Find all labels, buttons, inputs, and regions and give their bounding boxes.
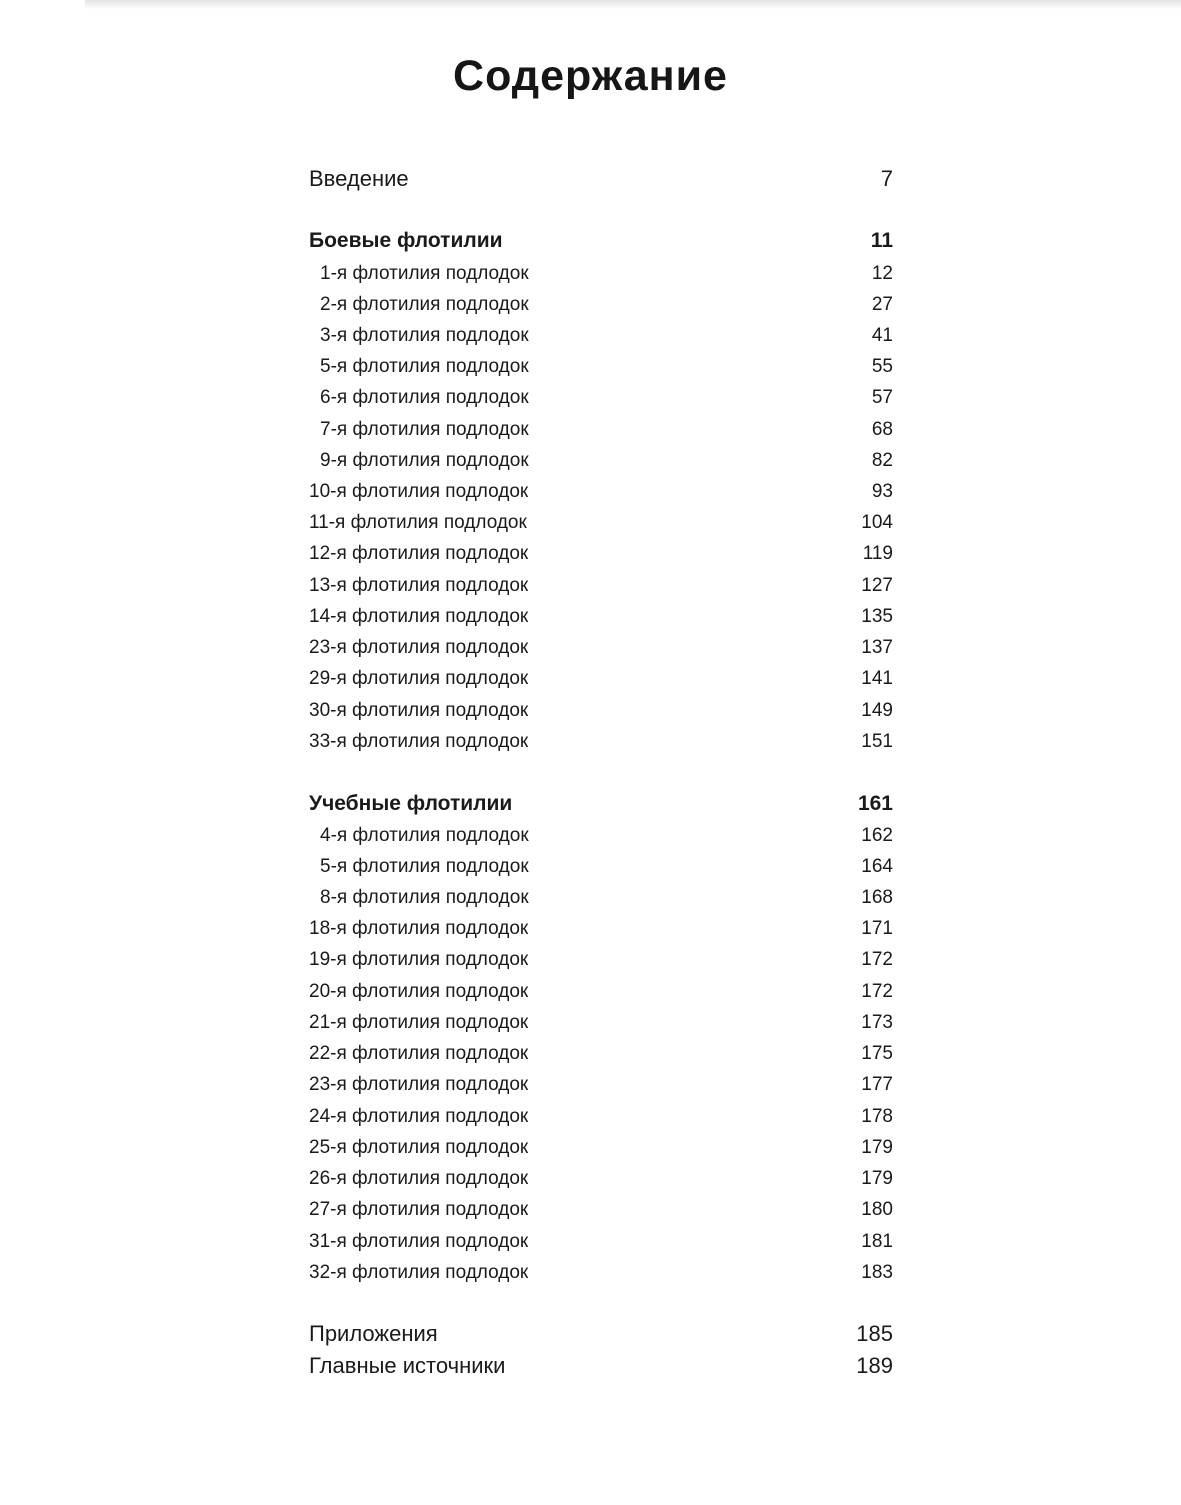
- toc-item-page: 173: [861, 1012, 893, 1033]
- toc-item[interactable]: [309, 419, 893, 441]
- toc-item-page: 177: [861, 1074, 893, 1095]
- toc-item[interactable]: [309, 450, 893, 472]
- toc-item-label: 18-я флотилия подлодок: [309, 918, 529, 939]
- toc-entry-label: Введение: [309, 166, 409, 191]
- toc-item[interactable]: [309, 1012, 893, 1034]
- toc-item-label: 23-я флотилия подлодок: [309, 637, 529, 658]
- toc-section-label: Учебные флотилии: [309, 792, 513, 815]
- toc-entry-page: 189: [856, 1353, 893, 1378]
- toc-item[interactable]: [309, 637, 893, 659]
- toc-item-page: 137: [861, 637, 893, 658]
- page-title: Содержание: [453, 52, 728, 100]
- toc-item-page: 162: [861, 825, 893, 846]
- toc-item-label: 29-я флотилия подлодок: [309, 668, 529, 689]
- toc-item-page: 179: [861, 1168, 893, 1189]
- toc-item[interactable]: [309, 263, 893, 285]
- toc-item-label: 5-я флотилия подлодок: [320, 356, 529, 377]
- toc-section-combat[interactable]: [309, 229, 893, 253]
- toc-item-label: 10-я флотилия подлодок: [309, 481, 529, 502]
- toc-item-page: 135: [861, 606, 893, 627]
- toc-item-page: 172: [861, 981, 893, 1002]
- toc-item-label: 27-я флотилия подлодок: [309, 1199, 529, 1220]
- toc-item-label: 20-я флотилия подлодок: [309, 981, 529, 1002]
- toc-item[interactable]: [309, 1074, 893, 1096]
- toc-item[interactable]: [309, 356, 893, 378]
- toc-item[interactable]: [309, 825, 893, 847]
- toc-entry-label: Главные источники: [309, 1353, 506, 1378]
- toc-item-page: 55: [871, 356, 893, 377]
- toc-item-page: 175: [861, 1043, 893, 1064]
- toc-item[interactable]: [309, 981, 893, 1003]
- toc-section-training[interactable]: [309, 792, 893, 816]
- toc-item-label: 11-я флотилия подлодок: [309, 512, 527, 533]
- toc-item-page: 27: [871, 294, 893, 315]
- toc-item-label: 1-я флотилия подлодок: [320, 263, 529, 284]
- toc-item-page: 164: [861, 856, 893, 877]
- toc-item-label: 6-я флотилия подлодок: [320, 387, 529, 408]
- toc-item-label: 19-я флотилия подлодок: [309, 949, 529, 970]
- toc-item-page: 41: [871, 325, 893, 346]
- toc-item-label: 14-я флотилия подлодок: [309, 606, 529, 627]
- toc-item-label: 13-я флотилия подлодок: [309, 575, 529, 596]
- toc-item[interactable]: [309, 856, 893, 878]
- toc-item-label: 12-я флотилия подлодок: [309, 543, 529, 564]
- toc-item-label: 33-я флотилия подлодок: [309, 731, 529, 752]
- toc-item-page: 93: [871, 481, 893, 502]
- toc-item[interactable]: [309, 1262, 893, 1284]
- toc-item[interactable]: [309, 481, 893, 503]
- toc-item[interactable]: [309, 918, 893, 940]
- toc-entry-page: 7: [880, 166, 893, 191]
- toc-item[interactable]: [309, 887, 893, 909]
- toc-item[interactable]: [309, 1106, 893, 1128]
- toc-item-page: 168: [861, 887, 893, 908]
- toc-item-label: 21-я флотилия подлодок: [309, 1012, 529, 1033]
- toc-item-label: 5-я флотилия подлодок: [320, 856, 529, 877]
- toc-item-page: 104: [861, 512, 893, 533]
- toc-item-page: 181: [861, 1231, 893, 1252]
- toc-item-label: 8-я флотилия подлодок: [320, 887, 529, 908]
- toc-item[interactable]: [309, 1231, 893, 1253]
- toc-item[interactable]: [309, 387, 893, 409]
- toc-section-page: 161: [857, 792, 893, 815]
- toc-item-page: 172: [861, 949, 893, 970]
- toc-section-page: 11: [870, 229, 893, 252]
- toc-item-label: 31-я флотилия подлодок: [309, 1231, 529, 1252]
- toc-section-label: Боевые флотилии: [309, 229, 503, 252]
- toc-item-page: 171: [861, 918, 893, 939]
- toc-item-label: 7-я флотилия подлодок: [320, 419, 529, 440]
- toc-item-label: 25-я флотилия подлодок: [309, 1137, 529, 1158]
- toc-item-page: 183: [861, 1262, 893, 1283]
- toc-item[interactable]: [309, 668, 893, 690]
- toc-entry-label: Приложения: [309, 1321, 438, 1346]
- toc-item-page: 178: [861, 1106, 893, 1127]
- toc-item-label: 30-я флотилия подлодок: [309, 700, 529, 721]
- toc-item-page: 141: [861, 668, 893, 689]
- toc-item[interactable]: [309, 700, 893, 722]
- toc-item-label: 24-я флотилия подлодок: [309, 1106, 529, 1127]
- toc-item-page: 82: [871, 450, 893, 471]
- toc-item-page: 57: [871, 387, 893, 408]
- toc-item[interactable]: [309, 1168, 893, 1190]
- toc-item-label: 23-я флотилия подлодок: [309, 1074, 529, 1095]
- toc-item-page: 119: [862, 543, 893, 564]
- toc-item-page: 12: [871, 263, 893, 284]
- toc-item[interactable]: [309, 543, 893, 565]
- toc-entry-page: 185: [856, 1321, 893, 1346]
- scan-edge: [85, 0, 1181, 9]
- toc-item-page: 68: [871, 419, 893, 440]
- toc-item-page: 149: [861, 700, 893, 721]
- toc-entry-intro[interactable]: [309, 166, 893, 192]
- toc-item-label: 9-я флотилия подлодок: [320, 450, 529, 471]
- toc-item-label: 22-я флотилия подлодок: [309, 1043, 529, 1064]
- toc-item-page: 127: [861, 575, 893, 596]
- toc-item[interactable]: [309, 1043, 893, 1065]
- toc-item-page: 179: [861, 1137, 893, 1158]
- toc-item[interactable]: [309, 1199, 893, 1221]
- toc-item[interactable]: [309, 731, 893, 753]
- toc-item-page: 151: [861, 731, 893, 752]
- toc-item[interactable]: [309, 1137, 893, 1159]
- toc-item[interactable]: [309, 294, 893, 316]
- toc-item-label: 2-я флотилия подлодок: [320, 294, 529, 315]
- toc-entry-appendices[interactable]: [309, 1321, 893, 1347]
- toc-item-label: 4-я флотилия подлодок: [320, 825, 529, 846]
- toc-item[interactable]: [309, 575, 893, 597]
- toc-item[interactable]: [309, 606, 893, 628]
- toc-item-page: 180: [861, 1199, 893, 1220]
- toc-item-label: 26-я флотилия подлодок: [309, 1168, 529, 1189]
- toc-item[interactable]: [309, 512, 893, 534]
- toc-item-label: 3-я флотилия подлодок: [320, 325, 529, 346]
- toc-item[interactable]: [309, 949, 893, 971]
- toc-item-label: 32-я флотилия подлодок: [309, 1262, 529, 1283]
- toc-entry-sources[interactable]: [309, 1353, 893, 1379]
- toc-item[interactable]: [309, 325, 893, 347]
